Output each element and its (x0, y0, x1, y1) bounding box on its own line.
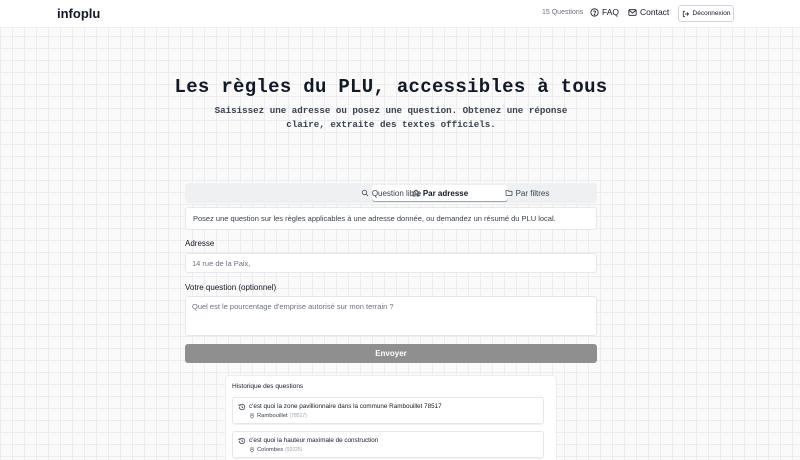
tab-question-libre[interactable] (323, 185, 459, 201)
tab-label: Question libre (371, 188, 422, 198)
history-code: (78517) (289, 413, 307, 419)
address-label: Adresse (185, 239, 215, 248)
tab-label: Par filtres (515, 188, 550, 198)
search-mode-tabs (185, 183, 597, 203)
tab-par-filtres[interactable] (459, 185, 595, 201)
page-subtitle: Saisissez une adresse ou posez une question. Obtenez une réponse claire, extraite des textes officiels. (214, 105, 568, 130)
history-title: Historique des questions (232, 383, 304, 390)
logout-icon (682, 10, 690, 18)
top-header (0, 0, 800, 28)
tab-label: Par adresse (422, 188, 469, 198)
history-icon (238, 437, 246, 445)
question-textarea[interactable] (185, 296, 597, 336)
info-description: Posez une question sur les règles applicables à une adresse donnée, ou demandez un résumé du PLU local. (185, 207, 597, 230)
logout-button[interactable] (678, 5, 734, 22)
page-title: Les règles du PLU, accessibles à tous (174, 76, 608, 98)
history-item[interactable] (232, 397, 544, 424)
mail-icon (628, 8, 637, 17)
help-circle-icon (590, 8, 599, 17)
map-pin-icon (249, 447, 255, 453)
logo[interactable]: infoplu (57, 6, 101, 21)
history-code: (92025) (285, 447, 303, 453)
history-question: c'est quoi la hauteur maximale de construction (249, 437, 379, 444)
history-icon (238, 403, 246, 411)
faq-link[interactable] (590, 7, 619, 17)
history-question: c'est quoi la zone pavillionnaire dans la commune Rambouillet 78517 (249, 403, 442, 410)
history-item[interactable] (232, 431, 544, 458)
submit-button[interactable]: Envoyer (185, 344, 597, 363)
address-input[interactable] (185, 253, 597, 273)
folder-icon (505, 189, 513, 197)
logout-label: Déconnexion (692, 10, 731, 17)
history-location (249, 413, 307, 419)
question-history-panel (225, 375, 557, 460)
search-icon (361, 189, 369, 197)
map-pin-icon (249, 413, 255, 419)
history-city: Rambouillet (257, 413, 288, 419)
history-city: Colombes (257, 447, 284, 453)
history-location (249, 447, 302, 453)
contact-link[interactable] (628, 7, 669, 17)
question-label: Votre question (optionnel) (185, 283, 277, 292)
question-count: 15 Questions (542, 9, 584, 16)
faq-label: FAQ (602, 7, 620, 17)
contact-label: Contact (640, 7, 670, 17)
